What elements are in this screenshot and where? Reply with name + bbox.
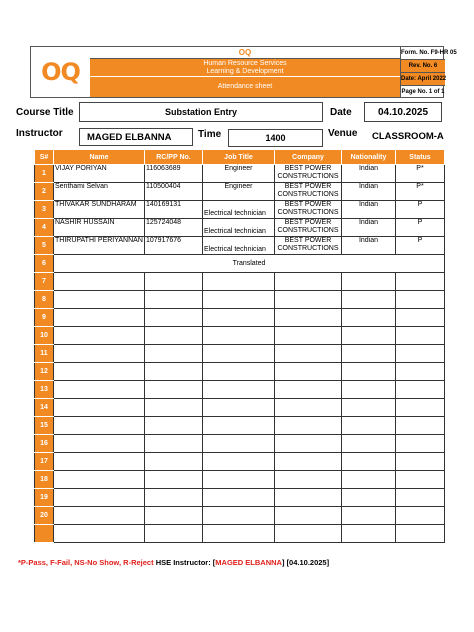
instructor-label: Instructor [16, 128, 63, 139]
table-row-empty [35, 381, 445, 399]
table-row [35, 255, 445, 273]
form-date: Date: April 2022 [401, 73, 445, 86]
row-number: 10 [35, 327, 54, 345]
empty-cell[interactable] [203, 525, 275, 543]
table-row-empty [35, 417, 445, 435]
empty-cell[interactable] [145, 435, 203, 453]
instructor-field[interactable]: MAGED ELBANNA [79, 128, 193, 146]
table-row-empty [35, 525, 445, 543]
row-number: 15 [35, 417, 54, 435]
empty-cell[interactable] [396, 435, 445, 453]
table-row-empty [35, 471, 445, 489]
empty-cell[interactable] [54, 327, 145, 345]
empty-cell[interactable] [145, 399, 203, 417]
empty-cell[interactable] [54, 381, 145, 399]
row-number: 9 [35, 309, 54, 327]
empty-cell[interactable] [396, 345, 445, 363]
empty-cell[interactable] [145, 525, 203, 543]
table-row [35, 237, 445, 255]
row-number: 2 [35, 183, 54, 201]
empty-cell[interactable] [145, 471, 203, 489]
translated-note: Translated [54, 255, 445, 273]
empty-cell[interactable] [145, 345, 203, 363]
empty-cell[interactable] [54, 525, 145, 543]
cell-job[interactable]: Engineer [203, 165, 275, 183]
empty-cell[interactable] [342, 417, 396, 435]
empty-cell[interactable] [203, 453, 275, 471]
empty-cell[interactable] [203, 345, 275, 363]
table-row-empty [35, 327, 445, 345]
col-sn: S# [35, 150, 54, 165]
empty-cell[interactable] [145, 453, 203, 471]
empty-cell[interactable] [145, 363, 203, 381]
cell-id[interactable]: 107917676 [145, 237, 203, 255]
empty-cell[interactable] [275, 453, 342, 471]
table-row-empty [35, 291, 445, 309]
row-number: 12 [35, 363, 54, 381]
row-number: 8 [35, 291, 54, 309]
empty-cell[interactable] [145, 417, 203, 435]
table-row-empty [35, 489, 445, 507]
row-number: 17 [35, 453, 54, 471]
table-row-empty [35, 453, 445, 471]
table-row-empty [35, 435, 445, 453]
empty-cell[interactable] [342, 327, 396, 345]
empty-cell[interactable] [275, 399, 342, 417]
empty-cell[interactable] [396, 471, 445, 489]
col-job-title: Job Title [203, 150, 275, 165]
empty-cell[interactable] [54, 507, 145, 525]
row-number: 13 [35, 381, 54, 399]
cell-nationality[interactable]: Indian [342, 183, 396, 201]
cell-company[interactable]: BEST POWER CONSTRUCTIONS [275, 219, 342, 237]
empty-cell[interactable] [54, 363, 145, 381]
col-nationality: Nationality [342, 150, 396, 165]
empty-cell[interactable] [396, 417, 445, 435]
time-label: Time [198, 129, 222, 140]
empty-cell[interactable] [342, 525, 396, 543]
empty-cell[interactable] [342, 489, 396, 507]
row-number: 18 [35, 471, 54, 489]
cell-job[interactable]: Engineer [203, 183, 275, 201]
empty-cell[interactable] [396, 363, 445, 381]
row-number: 1 [35, 165, 54, 183]
form-meta [400, 47, 457, 97]
row-number: 7 [35, 273, 54, 291]
time-field[interactable]: 1400 [228, 129, 323, 147]
empty-cell[interactable] [396, 507, 445, 525]
date-label: Date [330, 107, 352, 118]
cell-name[interactable]: VIJAY PORIYAN [54, 165, 145, 183]
empty-cell[interactable] [396, 273, 445, 291]
col-rc-pp: RC/PP No. [145, 150, 203, 165]
empty-cell[interactable] [275, 489, 342, 507]
empty-cell[interactable] [275, 381, 342, 399]
row-number: 19 [35, 489, 54, 507]
empty-cell[interactable] [342, 345, 396, 363]
cell-name[interactable]: NASHIR HUSSAIN [54, 219, 145, 237]
footer: *P-Pass, F-Fail, NS-No Show, R-Reject HSE Instructor: [MAGED ELBANNA] [04.10.2025] [18, 558, 330, 567]
logo-cell [31, 47, 91, 97]
empty-cell[interactable] [145, 507, 203, 525]
course-title-field[interactable]: Substation Entry [79, 102, 323, 122]
row-number: 20 [35, 507, 54, 525]
empty-cell[interactable] [275, 525, 342, 543]
empty-cell[interactable] [54, 489, 145, 507]
empty-cell[interactable] [203, 417, 275, 435]
empty-cell[interactable] [203, 471, 275, 489]
empty-cell[interactable] [203, 489, 275, 507]
cell-id[interactable]: 125724048 [145, 219, 203, 237]
empty-cell[interactable] [275, 417, 342, 435]
cell-status[interactable]: P [396, 237, 445, 255]
table-row-empty [35, 399, 445, 417]
row-number: 14 [35, 399, 54, 417]
table-row [35, 165, 445, 183]
row-number: 5 [35, 237, 54, 255]
empty-cell[interactable] [203, 363, 275, 381]
empty-cell[interactable] [342, 471, 396, 489]
empty-cell[interactable] [396, 381, 445, 399]
form-header [30, 46, 457, 98]
cell-id[interactable]: 140169131 [145, 201, 203, 219]
venue-value: CLASSROOM-A [372, 131, 444, 142]
table-row [35, 201, 445, 219]
cell-name[interactable]: THIRUPATHI PERIYANNAN [54, 237, 145, 255]
table-row-empty [35, 507, 445, 525]
empty-cell[interactable] [275, 435, 342, 453]
col-status: Status [396, 150, 445, 165]
org-line1: Human Resource Services [203, 60, 287, 67]
empty-cell[interactable] [342, 309, 396, 327]
cell-job[interactable]: Electrical technician [203, 237, 275, 255]
page-no: Page No. 1 of 1 [401, 89, 445, 95]
empty-cell[interactable] [275, 345, 342, 363]
empty-cell[interactable] [342, 435, 396, 453]
empty-cell[interactable] [54, 417, 145, 435]
empty-cell[interactable] [396, 489, 445, 507]
empty-cell[interactable] [54, 471, 145, 489]
hse-date: [04.10.2025] [286, 558, 330, 567]
empty-cell[interactable] [342, 273, 396, 291]
empty-cell[interactable] [54, 453, 145, 471]
empty-cell[interactable] [275, 327, 342, 345]
table-row-empty [35, 273, 445, 291]
empty-cell[interactable] [54, 345, 145, 363]
cell-status[interactable]: P [396, 219, 445, 237]
cell-name[interactable]: Senthami Selvan [54, 183, 145, 201]
cell-company[interactable]: BEST POWER CONSTRUCTIONS [275, 165, 342, 183]
doc-title: Attendance sheet [90, 77, 400, 97]
cell-nationality[interactable]: Indian [342, 237, 396, 255]
org-short: OQ [90, 47, 400, 59]
row-number: 11 [35, 345, 54, 363]
empty-cell[interactable] [145, 273, 203, 291]
empty-cell[interactable] [275, 291, 342, 309]
empty-cell[interactable] [203, 309, 275, 327]
empty-cell[interactable] [203, 435, 275, 453]
cell-nationality[interactable]: Indian [342, 201, 396, 219]
col-company: Company [275, 150, 342, 165]
empty-cell[interactable] [54, 273, 145, 291]
empty-cell[interactable] [203, 399, 275, 417]
table-row-empty [35, 363, 445, 381]
empty-cell[interactable] [342, 453, 396, 471]
cell-nationality[interactable]: Indian [342, 165, 396, 183]
cell-id[interactable]: 110500404 [145, 183, 203, 201]
empty-cell[interactable] [145, 489, 203, 507]
empty-cell[interactable] [275, 309, 342, 327]
empty-cell[interactable] [275, 273, 342, 291]
row-number [35, 525, 54, 543]
empty-cell[interactable] [396, 309, 445, 327]
hse-label: HSE Instructor: [155, 558, 211, 567]
cell-job[interactable]: Electrical technician [203, 219, 275, 237]
empty-cell[interactable] [396, 291, 445, 309]
date-field[interactable]: 04.10.2025 [364, 102, 442, 122]
empty-cell[interactable] [396, 399, 445, 417]
empty-cell[interactable] [203, 291, 275, 309]
org-band [90, 59, 400, 77]
empty-cell[interactable] [145, 327, 203, 345]
cell-company[interactable]: BEST POWER CONSTRUCTIONS [275, 237, 342, 255]
empty-cell[interactable] [275, 471, 342, 489]
col-name: Name [54, 150, 145, 165]
empty-cell[interactable] [203, 273, 275, 291]
cell-status[interactable]: P* [396, 165, 445, 183]
empty-cell[interactable] [275, 363, 342, 381]
org-cell [90, 47, 400, 97]
empty-cell[interactable] [145, 381, 203, 399]
cell-name[interactable]: THIVAKAR SUNDHARAM [54, 201, 145, 219]
cell-status[interactable]: P* [396, 183, 445, 201]
venue-label: Venue [328, 128, 358, 139]
status-legend: *P-Pass, F-Fail, NS-No Show, R-Reject [18, 558, 154, 567]
empty-cell[interactable] [203, 507, 275, 525]
empty-cell[interactable] [342, 363, 396, 381]
empty-cell[interactable] [54, 309, 145, 327]
table-row [35, 219, 445, 237]
empty-cell[interactable] [396, 525, 445, 543]
empty-cell[interactable] [342, 291, 396, 309]
empty-cell[interactable] [54, 291, 145, 309]
empty-cell[interactable] [54, 435, 145, 453]
cell-job[interactable]: Electrical technician [203, 201, 275, 219]
empty-cell[interactable] [145, 291, 203, 309]
empty-cell[interactable] [342, 381, 396, 399]
cell-company[interactable]: BEST POWER CONSTRUCTIONS [275, 201, 342, 219]
hse-instructor-name: MAGED ELBANNA [215, 558, 282, 567]
table-header-row [35, 150, 445, 165]
empty-rows [35, 273, 445, 543]
rev-no: Rev. No. 6 [401, 60, 445, 73]
row-number: 3 [35, 201, 54, 219]
table-row-empty [35, 309, 445, 327]
course-title-label: Course Title [16, 107, 74, 118]
cell-company[interactable]: BEST POWER CONSTRUCTIONS [275, 183, 342, 201]
table-row [35, 183, 445, 201]
attendance-table [34, 149, 445, 543]
empty-cell[interactable] [396, 327, 445, 345]
row-number: 4 [35, 219, 54, 237]
table-row-empty [35, 345, 445, 363]
oq-logo: OQ [41, 58, 80, 86]
row-number: 16 [35, 435, 54, 453]
empty-cell[interactable] [275, 507, 342, 525]
org-line2: Learning & Development [206, 68, 284, 75]
cell-id[interactable]: 116063689 [145, 165, 203, 183]
row-number: 6 [35, 255, 54, 273]
cell-status[interactable]: P [396, 201, 445, 219]
empty-cell[interactable] [203, 381, 275, 399]
empty-cell[interactable] [203, 327, 275, 345]
form-no: Form. No. F9-HR 05 [401, 47, 445, 60]
empty-cell[interactable] [54, 399, 145, 417]
empty-cell[interactable] [396, 453, 445, 471]
empty-cell[interactable] [342, 399, 396, 417]
empty-cell[interactable] [145, 309, 203, 327]
empty-cell[interactable] [342, 507, 396, 525]
cell-nationality[interactable]: Indian [342, 219, 396, 237]
